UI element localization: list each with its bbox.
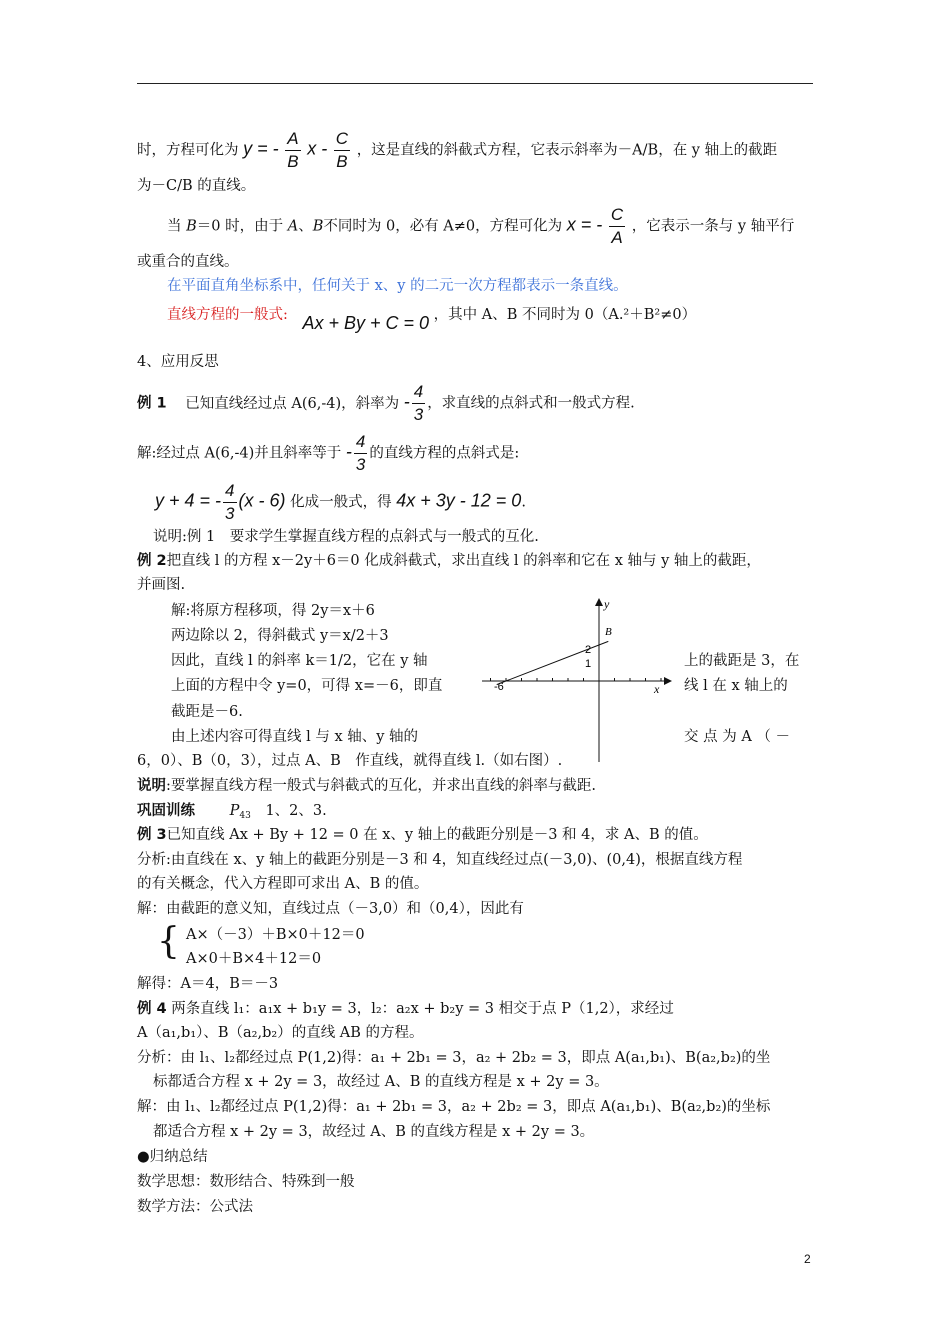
label-y: y	[604, 597, 610, 611]
example-1-note: 说明:例 1 要求学生掌握直线方程的点斜式与一般式的互化.	[153, 529, 539, 545]
example-3-analysis-2: 的有关概念，代入方程即可求出 A、B 的值。	[137, 876, 429, 892]
example-2-step-3: 因此，直线 l 的斜率 k＝1/2，它在 y 轴	[171, 653, 428, 669]
general-form-formula: Ax + By + C = 0	[302, 313, 430, 333]
example-4-analysis-2: 标都适合方程 x + 2y = 3，故经过 A、B 的直线方程是 x + 2y = 3。	[153, 1074, 609, 1090]
fraction-c-over-b: $\frac{C}{B}$	[335, 129, 349, 171]
example-4-solution-1: 解：由 l₁、l₂都经过点 P(1,2)得：a₁ + 2b₁ = 3，a₂ + 2b₂ = 3，即点 A(a₁,b₁)、B(a₂,b₂)的坐标	[137, 1099, 771, 1115]
example-2-step-4-right: 线 l 在 x 轴上的	[684, 678, 788, 694]
header-rule	[137, 83, 813, 84]
label-b: B	[605, 626, 612, 638]
example-2-step-1: 解:将原方程移项，得 2y＝x＋6	[171, 603, 375, 619]
example-2-step-6: 由上述内容可得直线 l 与 x 轴、y 轴的	[171, 729, 419, 745]
para-vertical-line-cont: 或重合的直线。	[137, 254, 239, 270]
example-1: 例 1 已知直线经过点 A(6,-4)，斜率为 - $\frac{4}{3}$ ，求直线的点斜式和一般式方程.	[137, 382, 635, 424]
label-2: 2	[585, 644, 592, 656]
highlight-statement: 在平面直角坐标系中，任何关于 x、y 的二元一次方程都表示一条直线。	[167, 278, 628, 294]
line-graph	[478, 596, 678, 766]
example-1-equation: y + 4 = - $\frac{4}{3}$ (x - 6) 化成一般式，得 4x + 3y - 12 = 0.	[155, 481, 526, 523]
example-3-solution: 解：由截距的意义知，直线过点（－3,0）和（0,4），因此有	[137, 901, 524, 917]
system-eq-1: A×（－3）＋B×0＋12＝0	[186, 927, 365, 943]
practice: 巩固训练 $P_{43}$ 1、2、3.	[137, 803, 327, 821]
example-3: 例 3已知直线 Ax + By + 12 = 0 在 x、y 轴上的截距分别是－3 和 4，求 A、B 的值。	[137, 827, 708, 843]
example-2-step-3-right: 上的截距是 3，在	[684, 653, 800, 669]
fraction-4-over-3: $\frac{4}{3}$	[413, 382, 424, 424]
general-form-label: 直线方程的一般式:	[167, 307, 288, 323]
example-2-step-6-right: 交 点 为 A （ －	[684, 729, 791, 745]
example-1-solution: 解:经过点 A(6,-4)并且斜率等于 - $\frac{4}{3}$ 的直线方程的点斜式是:	[137, 432, 520, 474]
example-4-solution-2: 都适合方程 x + 2y = 3，故经过 A、B 的直线方程是 x + 2y = 3。	[153, 1124, 595, 1140]
example-4-cont: A（a₁,b₁）、B（a₂,b₂）的直线 AB 的方程。	[137, 1025, 424, 1041]
example-4-analysis-1: 分析：由 l₁、l₂都经过点 P(1,2)得：a₁ + 2b₁ = 3，a₂ + 2b₂ = 3，即点 A(a₁,b₁)、B(a₂,b₂)的坐	[137, 1050, 771, 1066]
summary-idea: 数学思想：数形结合、特殊到一般	[137, 1174, 355, 1190]
system-brace: {	[157, 921, 180, 962]
para-slope-intercept: 时，方程可化为 y = - $\frac{A}{B}$ x - $\frac{C}{B}$ ，这是直线的斜截式方程，它表示斜率为－A/B，在 y 轴上的截距	[137, 129, 778, 171]
y-axis-arrow	[595, 598, 603, 606]
fraction-a-over-b: $\frac{A}{B}$	[287, 129, 299, 171]
example-3-analysis-1: 分析:由直线在 x、y 轴上的截距分别是－3 和 4，知直线经过点(－3,0)、(0,4)，根据直线方程	[137, 852, 743, 868]
example-2: 例 2把直线 l 的方程 x－2y＋6＝0 化成斜截式，求出直线 l 的斜率和它在 x 轴与 y 轴上的截距，	[137, 553, 761, 569]
example-2-note: 说明:要掌握直线方程一般式与斜截式的互化，并求出直线的斜率与截距.	[137, 778, 596, 794]
system-eq-2: A×0＋B×4＋12＝0	[186, 951, 322, 967]
summary-title: ●归纳总结	[137, 1149, 208, 1165]
general-form: 直线方程的一般式: Ax + By + C = 0 ，其中 A、B 不同时为 0（A.²＋B²≠0）	[167, 307, 697, 333]
example-2-step-4: 上面的方程中令 y=0，可得 x=－6，即直	[171, 678, 443, 694]
x-axis-arrow	[664, 677, 672, 685]
example-2-step-7: 6，0）、B（0，3），过点 A、B 作直线，就得直线 l.（如右图）.	[137, 753, 563, 769]
example-2-cont: 并画图.	[137, 577, 186, 593]
section-heading: 4、应用反思	[137, 354, 219, 370]
example-3-result: 解得：A＝4，B＝－3	[137, 976, 279, 992]
summary-method: 数学方法：公式法	[137, 1199, 253, 1215]
example-2-step-2: 两边除以 2，得斜截式 y＝x/2＋3	[171, 628, 389, 644]
label-x: x	[654, 682, 660, 696]
example-4: 例 4 两条直线 l₁：a₁x + b₁y = 3，l₂：a₂x + b₂y = 3 相交于点 P（1,2），求经过	[137, 1001, 674, 1017]
fraction-c-over-a: $\frac{C}{A}$	[610, 205, 624, 247]
para-slope-intercept-cont: 为－C/B 的直线。	[137, 178, 256, 194]
label-neg6: -6	[494, 681, 504, 693]
label-1: 1	[585, 658, 592, 670]
example-2-step-5: 截距是－6.	[171, 704, 243, 720]
page-number: 2	[804, 1252, 811, 1266]
para-vertical-line: 当 B＝0 时，由于 A、B不同时为 0，必有 A≠0，方程可化为 x = - $\frac{C}{A}$ ，它表示一条与 y 轴平行	[167, 205, 795, 247]
